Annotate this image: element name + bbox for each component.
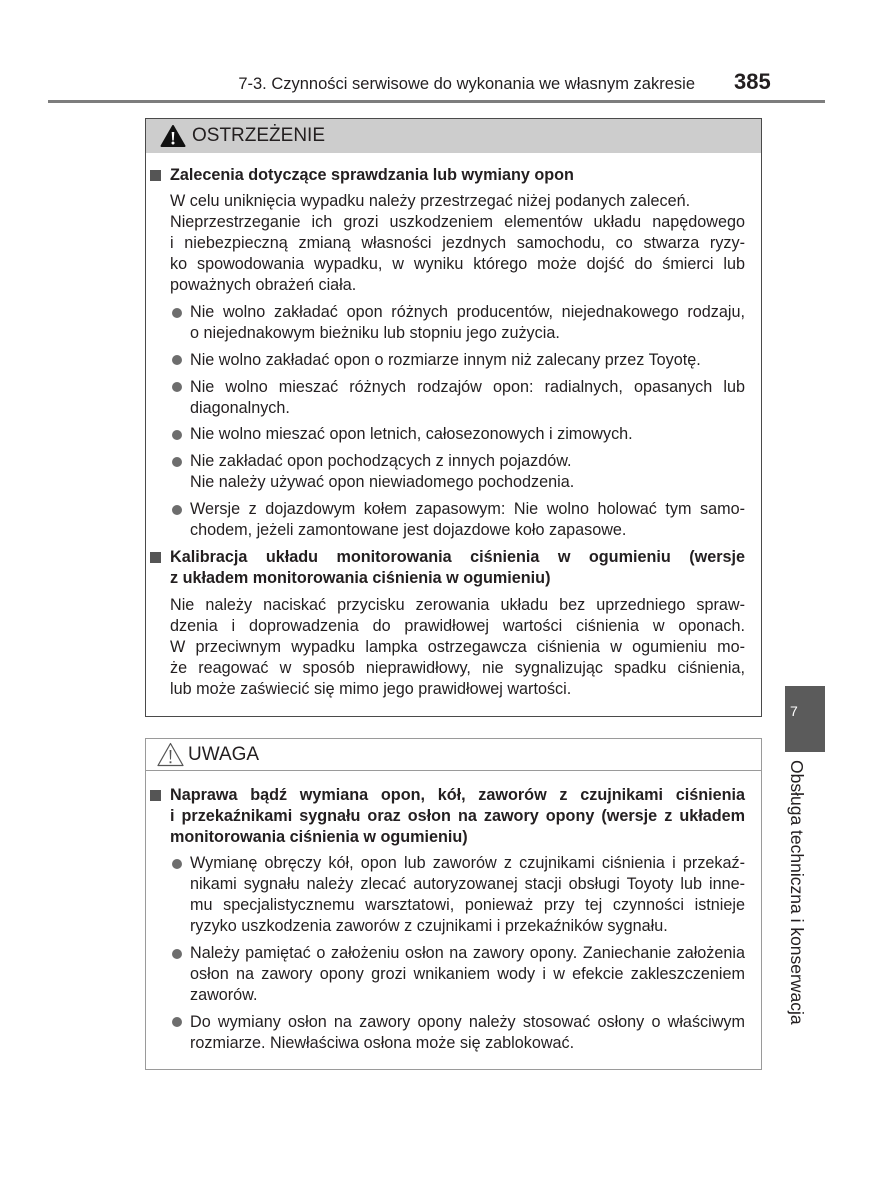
- section-paragraph: [170, 191, 745, 296]
- text-line: rozmiarze. Niewłaściwa osłona może się zablokować.: [190, 1033, 575, 1052]
- chapter-label: Obsługa techniczna i konserwacja: [787, 760, 807, 1025]
- section-heading: [170, 547, 745, 589]
- bullet-item: [170, 853, 745, 937]
- bullet-dot-icon: [172, 382, 182, 392]
- bullet-item: [170, 499, 745, 541]
- caution-box-header: [146, 739, 761, 771]
- caution-title: UWAGA: [188, 744, 260, 765]
- running-header-section-title: 7-3. Czynności serwisowe do wykonania we własnym zakresie: [238, 75, 695, 93]
- bullet-dot-icon: [172, 355, 182, 365]
- square-bullet-icon: [150, 170, 161, 181]
- warning-box-header: [146, 119, 761, 153]
- bullet-dot-icon: [172, 859, 182, 869]
- section-heading-line: Naprawa bądź wymiana opon, kół, zaworów z czujnikami ciśnienia: [170, 785, 745, 804]
- bullet-item: [170, 302, 745, 344]
- text-line: Nie wolno zakładać opon o rozmiarze innym niż zalecany przez Toyotę.: [190, 350, 701, 369]
- warning-box-body: [146, 153, 761, 716]
- chapter-tab: [785, 686, 825, 752]
- text-line: Należy pamiętać o założeniu osłon na zawory opony. Zaniechanie założenia: [190, 944, 745, 963]
- text-line: i niebezpieczną zmianą własności jezdnych samochodu, co stwarza ryzy-: [170, 234, 745, 253]
- caution-icon: [157, 742, 184, 772]
- square-bullet-icon: [150, 790, 161, 801]
- header-rule: [48, 100, 825, 103]
- bullet-item: [170, 377, 745, 419]
- bullet-item: [170, 943, 745, 1006]
- chapter-number: 7: [790, 703, 798, 719]
- text-line: mu specjalistycznemu warsztatowi, ponieważ przy tej czynności istnieje: [190, 896, 745, 915]
- text-line: ko spowodowania wypadku, w wyniku którego może dojść do śmierci lub: [170, 255, 745, 274]
- bullet-item: [170, 1012, 745, 1054]
- square-bullet-icon: [150, 552, 161, 563]
- caution-box-body: [146, 771, 761, 1069]
- page-number: 385: [734, 69, 771, 94]
- bullet-dot-icon: [172, 308, 182, 318]
- caution-box: [145, 738, 762, 1070]
- text-line: że reagować w sposób nieprawidłowy, nie sygnalizując spadku ciśnienia,: [170, 658, 745, 677]
- text-line: Nieprzestrzeganie ich grozi uszkodzeniem elementów układu napędowego: [170, 213, 745, 232]
- text-line: lub może zaświecić się mimo jego prawidłowej wartości.: [170, 679, 572, 698]
- text-line: Wymianę obręczy kół, opon lub zaworów z czujnikami ciśnienia i przekaź-: [190, 854, 745, 873]
- text-line: W celu uniknięcia wypadku należy przestrzegać niżej podanych zaleceń.: [170, 192, 691, 211]
- section-heading-line: z układem monitorowania ciśnienia w ogumieniu): [170, 568, 551, 587]
- bullet-item: [170, 350, 745, 371]
- text-line: chodem, jeżeli zamontowane jest dojazdowe koło zapasowe.: [190, 521, 627, 540]
- warning-icon: [160, 124, 186, 153]
- text-line: o niejednakowym bieżniku lub stopniu jego zużycia.: [190, 324, 560, 343]
- text-line: Wersje z dojazdowym kołem zapasowym: Nie wolno holować tym samo-: [190, 500, 745, 519]
- text-line: ryzyko uszkodzenia zaworów z czujnikami i przekaźników sygnału.: [190, 917, 668, 936]
- section-heading-line: Zalecenia dotyczące sprawdzania lub wymiany opon: [170, 165, 574, 184]
- section-heading-line: monitorowania ciśnienia w ogumieniu): [170, 827, 468, 846]
- text-line: diagonalnych.: [190, 398, 290, 417]
- text-line: Nie należy naciskać przycisku zerowania układu bez uprzedniego spraw-: [170, 595, 745, 614]
- text-line: poważnych obrażeń ciała.: [170, 276, 357, 295]
- text-line: nikami sygnału należy zlecać autoryzowanej stacji obsługi Toyoty lub inne-: [190, 875, 745, 894]
- bullet-dot-icon: [172, 505, 182, 515]
- warning-title: OSTRZEŻENIE: [192, 125, 326, 146]
- bullet-dot-icon: [172, 430, 182, 440]
- bullet-dot-icon: [172, 1017, 182, 1027]
- text-line: osłon na zawory opony grozi wnikaniem wody i w efekcie zakleszczeniem: [190, 965, 745, 984]
- text-line: Nie wolno mieszać różnych rodzajów opon: radialnych, opasanych lub: [190, 377, 745, 396]
- section-heading-line: Kalibracja układu monitorowania ciśnienia w ogumieniu (wersje: [170, 547, 745, 566]
- section-heading: [170, 165, 745, 186]
- text-line: Nie wolno zakładać opon różnych producentów, niejednakowego rodzaju,: [190, 303, 745, 322]
- text-line: Nie zakładać opon pochodzących z innych pojazdów.: [190, 452, 572, 471]
- bullet-dot-icon: [172, 457, 182, 467]
- text-line: zaworów.: [190, 986, 258, 1005]
- section-heading: [170, 785, 745, 848]
- warning-box: [145, 118, 762, 717]
- text-line: Nie wolno mieszać opon letnich, całosezonowych i zimowych.: [190, 425, 633, 444]
- bullet-item: [170, 424, 745, 445]
- section-paragraph: [170, 595, 745, 700]
- bullet-dot-icon: [172, 949, 182, 959]
- text-line: W przeciwnym wypadku lampka ostrzegawcza ciśnienia w ogumieniu mo-: [170, 637, 745, 656]
- text-line: Nie należy używać opon niewiadomego pochodzenia.: [190, 473, 575, 492]
- bullet-item: [170, 451, 745, 493]
- section-heading-line: i przekaźnikami sygnału oraz osłon na zawory opony (wersje z układem: [170, 806, 745, 825]
- text-line: Do wymiany osłon na zawory opony należy stosować osłony o właściwym: [190, 1012, 745, 1031]
- text-line: dzenia i doprowadzenia do prawidłowej wartości ciśnienia w oponach.: [170, 616, 745, 635]
